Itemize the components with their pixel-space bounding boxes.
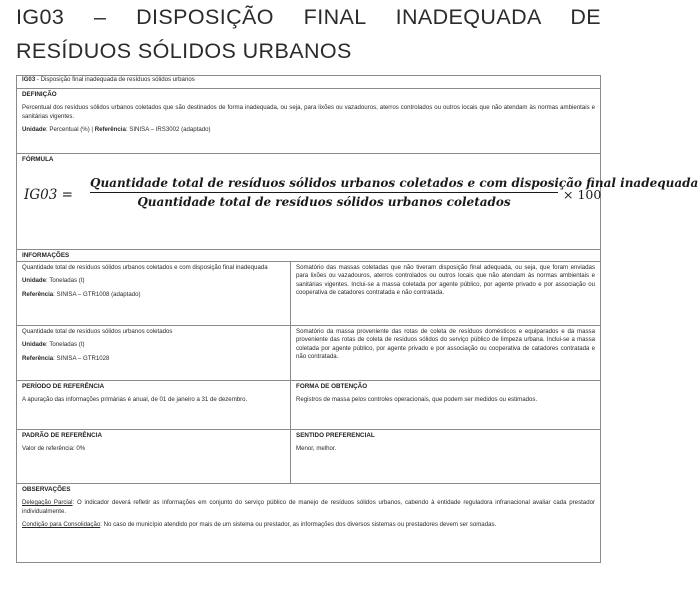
caption-row (17, 76, 601, 89)
formula-numerator: Quantidade total de resíduos sólidos urbanos coletados e com disposição final inadequada (90, 176, 698, 191)
info-1-name: Quantidade total de resíduos sólidos urbanos coletados e com disposição final inadequada (22, 264, 268, 271)
forma-text: Registros de massa pelos controles operacionais, que podem ser medidos ou estimados. (296, 396, 538, 404)
info-2-unidade (22, 341, 285, 349)
referencia-label: Referência (94, 125, 126, 133)
observacoes-row (17, 484, 601, 563)
observacao-2-text: : No caso de município atendido por mais de um sistema ou prestador, as informações dos diversos sistemas ou prestadores devem ser somadas. (100, 520, 497, 528)
info-2-unidade-label: Unidade (22, 341, 47, 349)
padrao-sentido-row (17, 430, 601, 484)
caption-code: IG03 (22, 76, 36, 83)
observacoes-cell (17, 484, 601, 563)
unidade-value: : Percentual (%) | (46, 125, 95, 133)
definicao-row (17, 89, 601, 154)
info-1-unidade (22, 277, 285, 285)
periodo-header: PERÍODO DE REFERÊNCIA (22, 383, 105, 390)
fraction-bar (90, 192, 558, 193)
formula-cell (17, 154, 698, 250)
formula-lhs: IG03 = (24, 187, 73, 204)
info-2-referencia (22, 355, 285, 363)
referencia-value: : SINISA – IRS3002 (adaptado) (125, 125, 211, 133)
info-1-referencia-label: Referência (22, 290, 54, 298)
periodo-forma-row (17, 381, 601, 430)
caption-text: - Disposição final inadequada de resíduos sólidos urbanos (35, 76, 195, 83)
definicao-meta (22, 126, 595, 134)
info-row-1-left (17, 262, 291, 326)
indicator-sheet (16, 75, 698, 563)
formula-denominator: Quantidade total de resíduos sólidos urbanos coletados (137, 195, 511, 210)
informacoes-header-cell (17, 250, 601, 262)
caption-cell (17, 76, 601, 89)
info-1-unidade-value: : Toneladas (t) (46, 277, 85, 285)
forma-header: FORMA DE OBTENÇÃO (296, 383, 368, 390)
sentido-header: SENTIDO PREFERENCIAL (296, 432, 375, 439)
observacao-item-1 (22, 499, 595, 516)
forma-cell (291, 381, 601, 430)
info-row-1-right (291, 262, 601, 326)
sentido-cell (291, 430, 601, 484)
periodo-text: A apuração das informações primárias é anual, de 01 de janeiro a 31 de dezembro. (22, 396, 248, 404)
padrao-cell (17, 430, 291, 484)
info-2-referencia-value: : SINISA – GTR1028 (53, 354, 110, 362)
definicao-text: Percentual dos resíduos sólidos urbanos coletados que são destinados de forma inadequada, ou seja, para lixões ou vazadouros, aterros controlados ou outros locais que não atendam às normas ambientais e sanitárias vigentes. (22, 104, 595, 120)
formula-expression (22, 164, 698, 244)
info-1-referencia (22, 291, 285, 299)
observacao-1-label: Delegação Parcial (22, 499, 73, 507)
info-row-2 (17, 326, 601, 381)
periodo-cell (17, 381, 291, 430)
formula-header: FÓRMULA (22, 156, 54, 163)
unidade-label: Unidade (22, 125, 47, 133)
definicao-header: DEFINIÇÃO (22, 91, 57, 98)
info-2-unidade-value: : Toneladas (t) (46, 341, 85, 349)
padrao-header: PADRÃO DE REFERÊNCIA (22, 432, 102, 439)
definicao-cell (17, 89, 601, 154)
observacao-2-label: Condição para Consolidação (22, 520, 101, 528)
formula-multiplier: × 100 (563, 187, 602, 203)
info-2-name: Quantidade total de resíduos sólidos urbanos coletados (22, 328, 173, 335)
info-1-referencia-value: : SINISA – GTR1008 (adaptado) (53, 290, 141, 298)
document-title: IG03 – DISPOSIÇÃO FINAL INADEQUADA DE RESÍDUOS SÓLIDOS URBANOS (16, 5, 601, 63)
sentido-text: Menor, melhor. (296, 445, 337, 453)
info-2-description: Somatório da massa proveniente das rotas de coleta de resíduos domésticos e equiparados e da massa proveniente das rotas de coleta de resíduos sólidos do serviço público de limpeza urbana. Inclui-se a massa coletada por agente público, por agente privado e por associação ou cooperativa de catadores contratada e não contratada. (296, 328, 595, 360)
formula-row (17, 154, 601, 250)
observacao-item-2 (22, 521, 595, 529)
padrao-text: Valor de referência: 0% (22, 445, 86, 453)
info-row-2-right (291, 326, 601, 381)
info-2-referencia-label: Referência (22, 354, 54, 362)
informacoes-header-row (17, 250, 601, 262)
observacao-1-text: : O indicador deverá refletir as informações em conjunto do serviço público de manejo de resíduos sólidos urbanos, cabendo à entidade reguladora infranacional avaliar cada prestador individualmente. (22, 499, 595, 515)
info-row-2-left (17, 326, 291, 381)
info-1-unidade-label: Unidade (22, 277, 47, 285)
observacoes-header: OBSERVAÇÕES (22, 486, 71, 493)
informacoes-header: INFORMAÇÕES (22, 252, 70, 259)
info-1-description: Somatório das massas coletadas que não tiveram disposição final adequada, ou seja, que foram enviadas para lixões ou vazadouros, aterros controlados ou outros locais que não atendam às normas ambientais e sanitárias vigentes. Inclui-se a massa coletada por agente público, por agente privado e por associação ou cooperativa de catadores contratada e não contratada. (296, 264, 595, 296)
info-row-1 (17, 262, 601, 326)
